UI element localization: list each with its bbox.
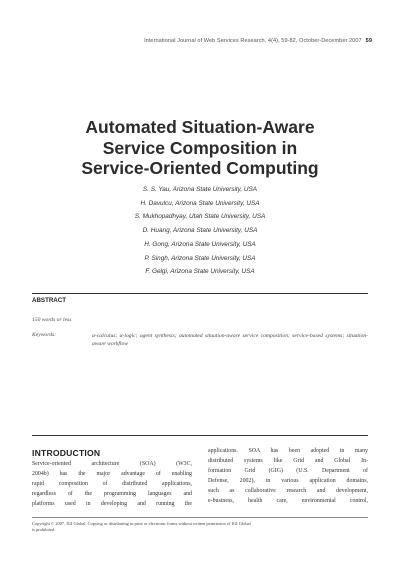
body-line: formation Grid (GIG) (U.S. Department of <box>208 468 368 474</box>
body-column-left <box>32 459 192 509</box>
author: H. Gong, Arizona State University, USA <box>144 240 256 248</box>
body-line: platforms used in developing and running the <box>32 501 192 507</box>
body-line: such as collaborative research and development, <box>208 488 368 494</box>
author: S. S. Yau, Arizona State University, USA <box>142 186 258 193</box>
title-line: Service Composition in <box>102 137 298 158</box>
copyright-line: Copyright © 2007, IGI Global. Copying or distributing in print or electronic forms without written permission of IGI Global <box>32 521 251 526</box>
running-header <box>144 38 372 44</box>
abstract-bottom-rule <box>32 435 368 436</box>
journal-info: International Journal of Web Services Research, 4(4), 59-82, October-December 2007 <box>144 38 362 44</box>
copyright-line: is prohibited. <box>32 527 56 532</box>
copyright-footer <box>32 521 368 533</box>
page-number: 59 <box>365 38 372 44</box>
body-line: Defense, 2002), in various application domains, <box>208 478 368 484</box>
abstract-heading: ABSTRACT <box>32 297 67 304</box>
footer-rule <box>32 517 368 518</box>
body-line: regardless of the programming languages and <box>32 491 192 497</box>
body-column-right <box>208 446 368 506</box>
author-list <box>40 183 360 279</box>
author: S. Mukhopadhyay, Utah State University, USA <box>134 213 266 221</box>
body-line: rapid composition of distributed applications, <box>32 481 192 487</box>
introduction-heading: INTRODUCTION <box>32 448 101 458</box>
body-line: Service-oriented architecture (SOA) (W3C, <box>32 461 192 467</box>
body-line: applications. SOA has been adopted in many <box>208 448 368 454</box>
title-line: Automated Situation-Aware <box>85 117 315 137</box>
keywords-label: Keywords: <box>32 332 57 338</box>
keywords-text: α-calculus; α-logic; agent synthesis; automated situation-aware service composition; service-based systems; situation-aware workflow <box>92 333 368 348</box>
body-line: e-business, health care, environmental control, <box>208 498 368 504</box>
abstract-top-rule <box>32 293 368 294</box>
author: F. Gelgi, Arizona State University, USA <box>145 268 255 276</box>
title-line: Service-Oriented Computing <box>81 158 319 178</box>
abstract-placeholder: 150 words or less <box>32 317 72 323</box>
body-line: 2004b) has the major advantage of enabling <box>32 471 192 477</box>
author: P. Singh, Arizona State University, USA <box>144 254 256 262</box>
body-line: distributed systems like Grid and Global In- <box>208 458 368 464</box>
author: H. Davulcu, Arizona State University, USA <box>140 199 260 207</box>
author: D. Huang, Arizona State University, USA <box>142 227 258 235</box>
paper-title <box>40 117 360 179</box>
